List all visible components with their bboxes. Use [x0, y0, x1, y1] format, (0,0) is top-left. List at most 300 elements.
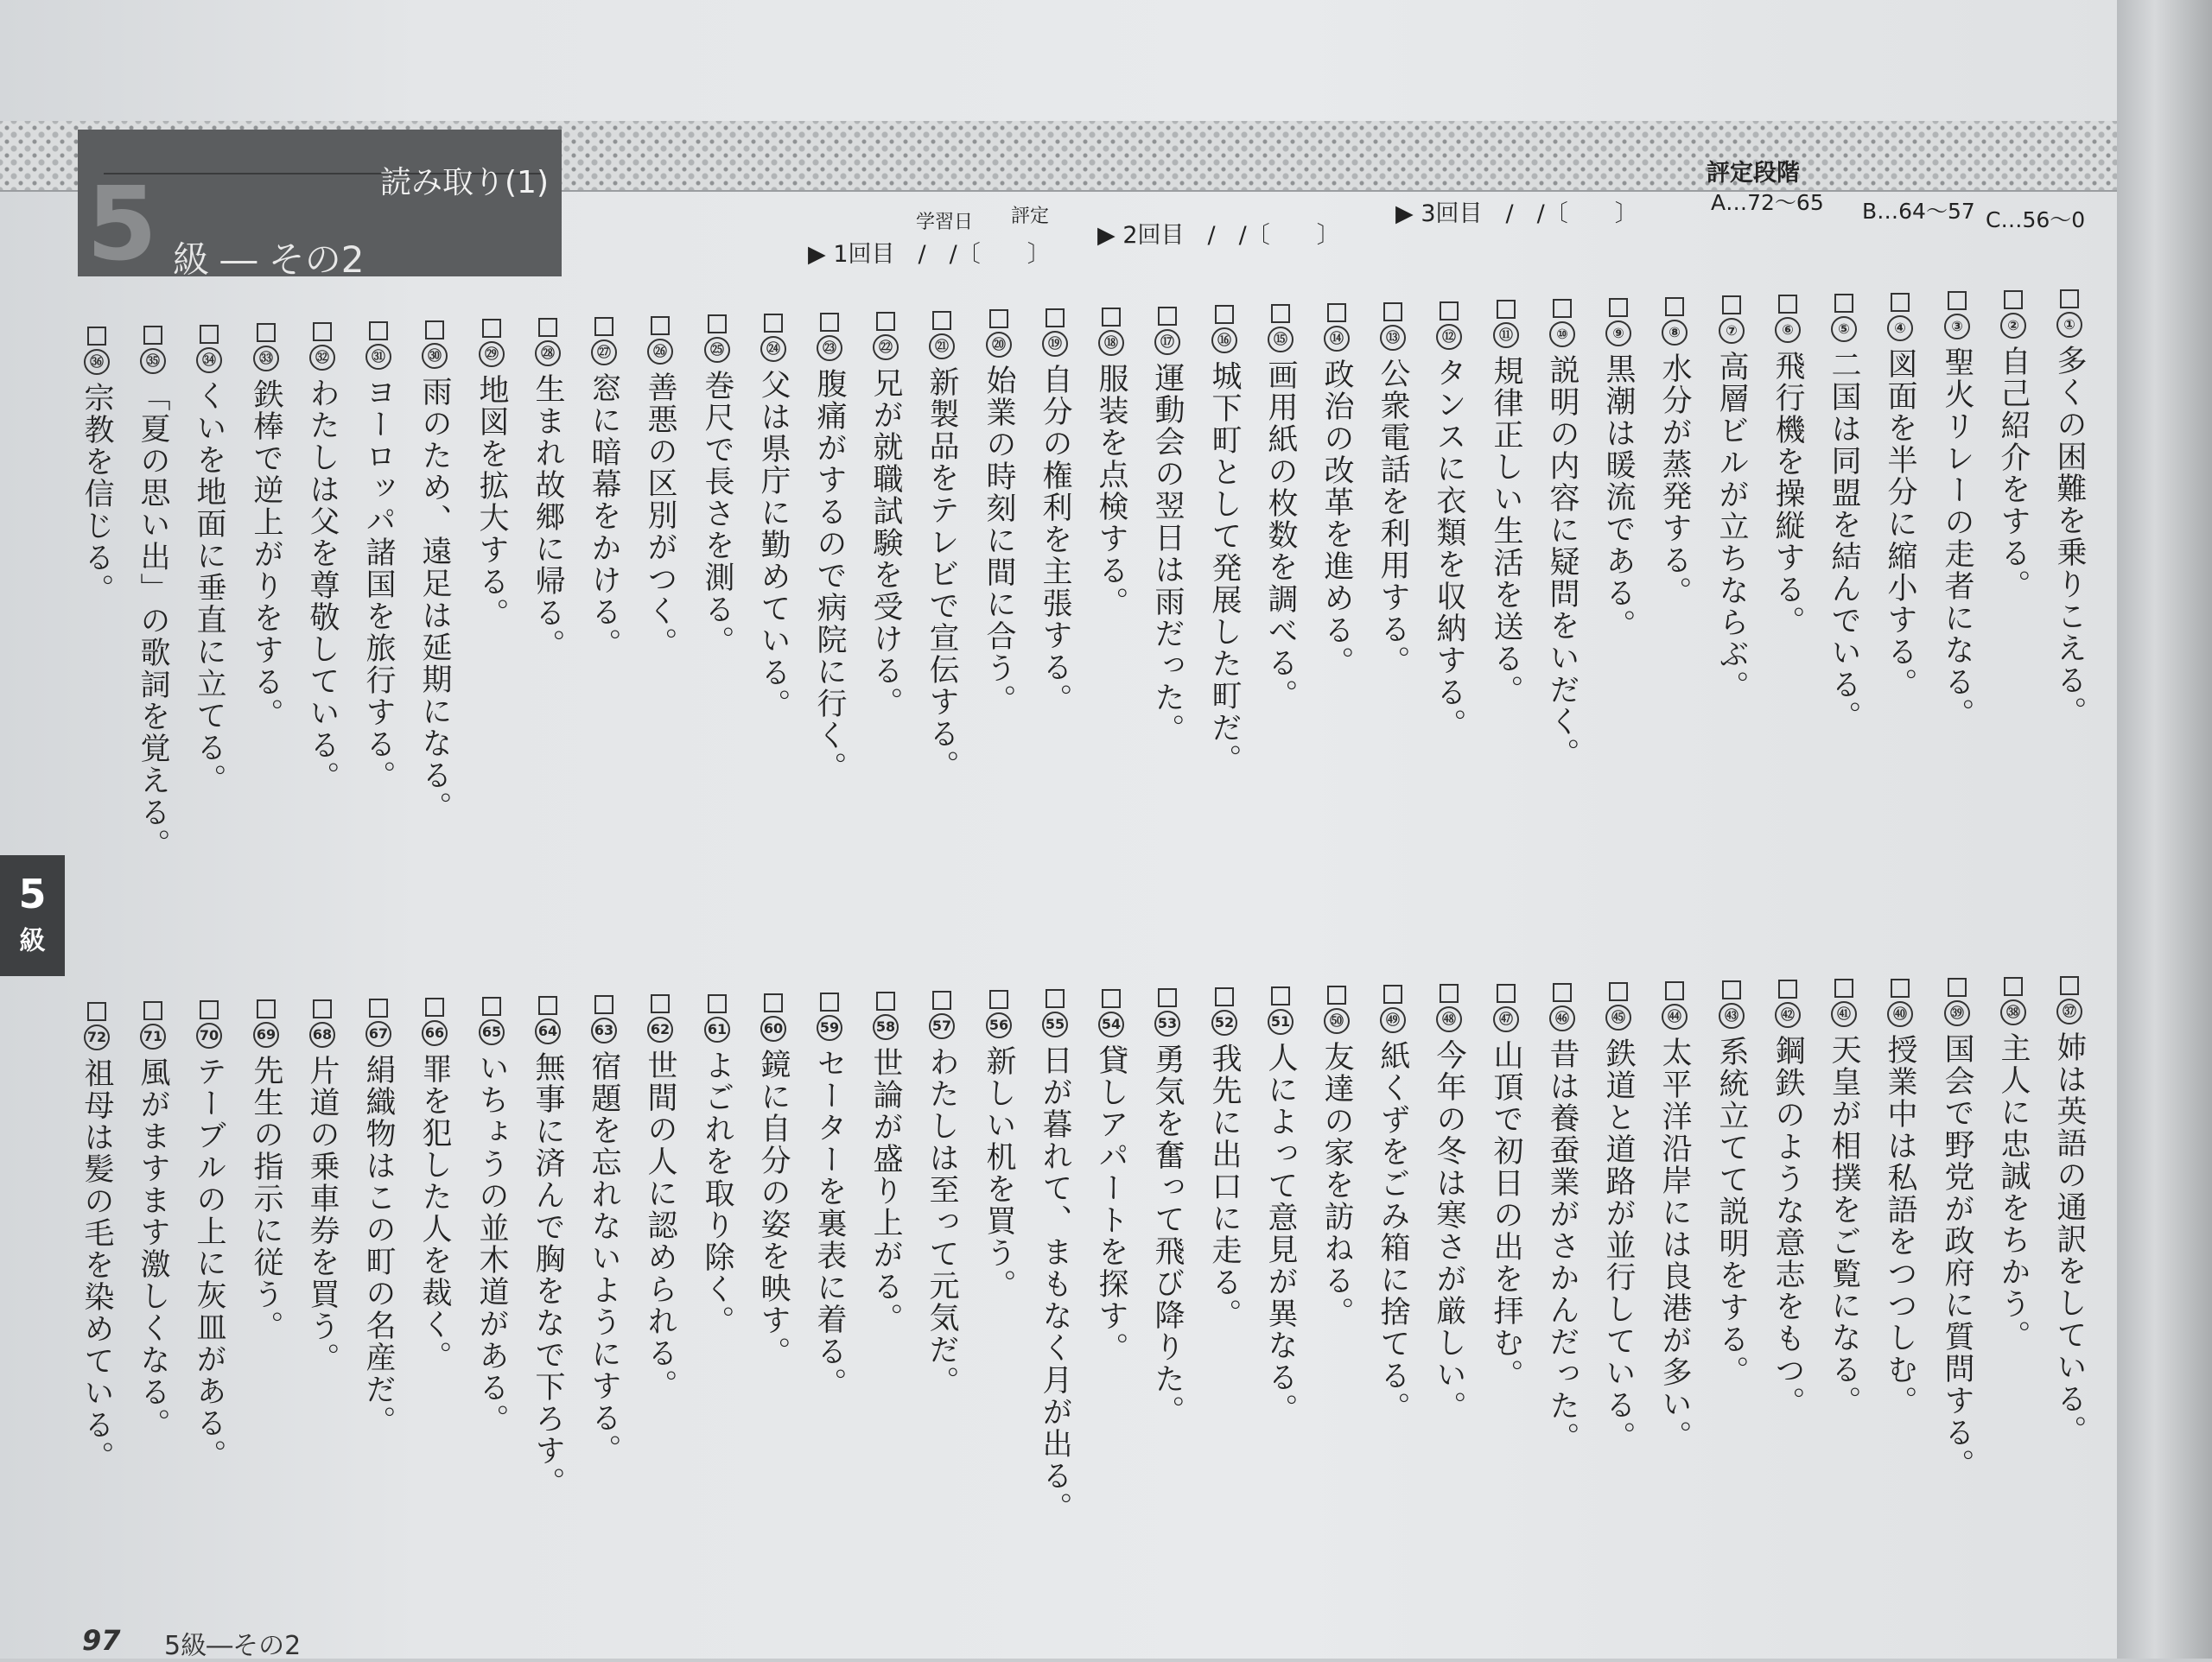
answer-checkbox[interactable] [1046, 308, 1065, 327]
answer-checkbox[interactable] [200, 1000, 219, 1019]
grade-scale-label: 評定段階 [1707, 160, 1800, 187]
question-item [925, 991, 959, 1398]
study-date-label: 学習日 [916, 212, 974, 233]
question-sentence: 我先に出口に走る。 [1207, 1043, 1242, 1330]
question-number: ㉘ [535, 340, 561, 366]
question-item [1489, 300, 1523, 707]
question-number: ㉛ [365, 344, 391, 370]
answer-checkbox[interactable] [257, 999, 276, 1018]
answer-checkbox[interactable] [257, 323, 276, 342]
question-sentence: 自己紹介をする。 [1996, 346, 2031, 601]
question-number: ⑫ [1436, 324, 1462, 350]
question-sentence: 宿題を忘れないようにする。 [587, 1050, 621, 1466]
question-item [474, 997, 509, 1436]
question-number: ㊻ [1549, 1005, 1575, 1031]
question-number: ㊿ [1324, 1008, 1350, 1034]
question-item [868, 992, 903, 1335]
question-item [1038, 308, 1072, 715]
question-number: ④ [1887, 315, 1913, 341]
question-item [1657, 981, 1692, 1452]
question-item [982, 309, 1016, 716]
question-sentence: 規律正しい生活を送る。 [1489, 355, 1523, 707]
question-number: 56 [986, 1012, 1012, 1038]
answer-checkbox[interactable] [651, 994, 670, 1013]
answer-checkbox[interactable] [425, 998, 444, 1017]
question-sentence: 自分の権利を主張する。 [1038, 364, 1072, 715]
question-sentence: 服装を点検する。 [1094, 363, 1128, 618]
answer-checkbox[interactable] [1722, 295, 1741, 314]
answer-checkbox[interactable] [1102, 989, 1121, 1008]
answer-checkbox[interactable] [1215, 305, 1234, 324]
question-item [756, 993, 791, 1368]
page-number: 97 [82, 1624, 121, 1657]
question-sentence: ヨーロッパ諸国を旅行する。 [361, 377, 396, 792]
answer-checkbox[interactable] [651, 316, 670, 335]
question-sentence: くいを地面に垂直に立てる。 [192, 380, 226, 796]
answer-checkbox[interactable] [1609, 298, 1628, 317]
answer-checkbox[interactable] [1778, 295, 1797, 314]
question-number: ㉙ [479, 341, 505, 367]
question-number: ㊱ [84, 349, 110, 375]
answer-checkbox[interactable] [932, 991, 951, 1010]
question-sentence: 新しい机を買う。 [982, 1045, 1016, 1301]
answer-checkbox[interactable] [1891, 293, 1910, 312]
question-number: 68 [309, 1022, 335, 1048]
question-item [812, 993, 847, 1399]
question-number: ㊼ [1493, 1006, 1519, 1032]
question-sentence: 罪を犯した人を裁く。 [417, 1053, 452, 1373]
question-item [1150, 988, 1185, 1427]
question-number: 65 [479, 1019, 505, 1045]
question-sentence: わたしは父を尊敬している。 [305, 377, 340, 793]
question-sentence: 鉄棒で逆上がりをする。 [249, 378, 283, 730]
question-sentence: 昔は養蚕業がさかんだった。 [1545, 1038, 1580, 1454]
answer-checkbox[interactable] [1665, 981, 1684, 1000]
question-sentence: 雨のため、遠足は延期になる。 [417, 376, 452, 823]
question-item [417, 998, 452, 1373]
question-sentence: 二国は同盟を結んでいる。 [1827, 349, 1861, 733]
question-sentence: 飛行機を操縦する。 [1770, 350, 1805, 638]
grade-c: C…56～0 [1986, 207, 2086, 232]
question-number: 55 [1042, 1012, 1068, 1037]
question-sentence: 宗教を信じる。 [79, 382, 114, 606]
question-item [643, 994, 677, 1401]
question-item [1489, 984, 1523, 1391]
question-item [361, 999, 396, 1437]
question-number: ㊹ [1662, 1004, 1688, 1030]
question-item [1376, 302, 1410, 677]
question-number: 51 [1268, 1009, 1294, 1035]
question-sentence: 天皇が相撲をご覧になる。 [1827, 1034, 1861, 1418]
question-sentence: いちょうの並木道がある。 [474, 1052, 509, 1436]
question-sentence: 図面を半分に縮小する。 [1883, 348, 1917, 700]
question-number: ⑧ [1662, 320, 1688, 346]
answer-checkbox[interactable] [764, 993, 783, 1012]
question-number: ㉔ [760, 336, 786, 362]
question-item [1940, 978, 1974, 1481]
answer-checkbox[interactable] [1215, 987, 1234, 1006]
question-item [136, 1001, 170, 1440]
question-sentence: 先生の指示に従う。 [249, 1055, 283, 1342]
question-sentence: よごれを取り除く。 [700, 1050, 734, 1337]
question-number: ㉕ [704, 337, 730, 363]
side-tab-number: 5 [18, 871, 47, 917]
question-item [700, 314, 734, 657]
question-sentence: 生まれ故郷に帰る。 [531, 373, 565, 661]
question-item [1827, 294, 1861, 733]
question-item [1376, 985, 1410, 1424]
question-number: ㉗ [591, 339, 617, 365]
question-item [1319, 303, 1354, 678]
question-number: ㉟ [140, 348, 166, 374]
question-number: 54 [1098, 1012, 1124, 1037]
question-sentence: 世論が盛り上がる。 [868, 1047, 903, 1335]
question-item [136, 326, 170, 860]
question-sentence: 世間の人に認められる。 [643, 1050, 677, 1401]
question-item [192, 1000, 226, 1471]
answer-checkbox[interactable] [932, 311, 951, 330]
answer-checkbox[interactable] [369, 999, 388, 1018]
question-number: ㊷ [1775, 1002, 1801, 1028]
answer-checkbox[interactable] [1440, 301, 1459, 320]
answer-checkbox[interactable] [1665, 297, 1684, 316]
question-item [361, 321, 396, 792]
question-sentence: 巻尺で長さを測る。 [700, 370, 734, 657]
question-sentence: 片道の乗車券を買う。 [305, 1055, 340, 1374]
question-number: ② [2000, 313, 2026, 339]
question-sentence: 今年の冬は寒さが厳しい。 [1432, 1039, 1466, 1423]
answer-checkbox[interactable] [1440, 984, 1459, 1003]
question-sentence: 友達の家を訪ねる。 [1319, 1041, 1354, 1329]
question-sentence: 人によって意見が異なる。 [1263, 1042, 1298, 1425]
answer-checkbox[interactable] [1497, 984, 1516, 1003]
question-number: ㊽ [1436, 1006, 1462, 1032]
answer-checkbox[interactable] [369, 321, 388, 340]
round-3-record[interactable]: ▶ 3回目 / /〔 〕 [1395, 200, 1638, 227]
question-number: ㊳ [2000, 999, 2026, 1025]
question-item [531, 996, 565, 1499]
answer-checkbox[interactable] [425, 320, 444, 339]
question-number: ㉑ [929, 333, 955, 359]
answer-checkbox[interactable] [482, 319, 501, 338]
question-sentence: 国会で野党が政府に質問する。 [1940, 1033, 1974, 1481]
answer-checkbox[interactable] [482, 997, 501, 1016]
question-number: ㊸ [1719, 1003, 1745, 1029]
question-number: ⑥ [1775, 317, 1801, 343]
question-sentence: 太平洋沿岸には良港が多い。 [1657, 1037, 1692, 1452]
question-number: ㉝ [253, 346, 279, 371]
answer-checkbox[interactable] [1046, 989, 1065, 1008]
page-edge [2117, 0, 2212, 1659]
answer-checkbox[interactable] [1271, 304, 1290, 323]
question-sentence: 運動会の翌日は雨だった。 [1150, 362, 1185, 745]
question-sentence: セーターを裏表に着る。 [812, 1048, 847, 1399]
answer-checkbox[interactable] [1497, 300, 1516, 319]
question-sentence: 始業の時刻に間に合う。 [982, 365, 1016, 716]
question-sentence: 貸しアパートを探す。 [1094, 1044, 1128, 1364]
answer-checkbox[interactable] [1383, 302, 1402, 321]
question-item [417, 320, 452, 823]
section-title: 読み取り(1) [380, 165, 549, 200]
answer-checkbox[interactable] [1383, 985, 1402, 1004]
question-number: ㊺ [1605, 1005, 1631, 1031]
level-subtitle: 級 ― その2 [173, 238, 365, 281]
question-sentence: 黒潮は暖流である。 [1601, 353, 1636, 641]
answer-checkbox[interactable] [1948, 291, 1967, 310]
level-side-tab [0, 855, 65, 976]
answer-checkbox[interactable] [1891, 979, 1910, 998]
answer-checkbox[interactable] [820, 313, 839, 332]
question-item [1150, 307, 1185, 745]
answer-checkbox[interactable] [594, 995, 613, 1014]
side-tab-kyu: 級 [19, 926, 46, 956]
question-sentence: 姉は英語の通訳をしている。 [2052, 1031, 2087, 1447]
question-number: 59 [817, 1015, 842, 1041]
answer-checkbox[interactable] [1158, 988, 1177, 1007]
question-sentence: 鉄道と道路が並行している。 [1601, 1037, 1636, 1453]
question-item [925, 311, 959, 782]
question-item [1094, 989, 1128, 1364]
answer-checkbox[interactable] [876, 992, 895, 1011]
question-number: ⑦ [1719, 318, 1745, 344]
question-sentence: 多くの困難を乗りこえる。 [2052, 345, 2087, 728]
answer-checkbox[interactable] [876, 312, 895, 331]
question-item [1883, 293, 1917, 700]
question-item [192, 325, 226, 796]
question-sentence: 日が暮れて、まもなく月が出る。 [1038, 1044, 1072, 1524]
question-item [474, 319, 509, 630]
question-sentence: 鏡に自分の姿を映す。 [756, 1049, 791, 1368]
question-item [79, 327, 114, 606]
question-number: 67 [365, 1021, 391, 1047]
question-item [2052, 289, 2087, 728]
question-sentence: 父は県庁に勤めている。 [756, 369, 791, 720]
grade-a: A…72～65 [1711, 190, 1824, 215]
question-sentence: 無事に済んで胸をなで下ろす。 [531, 1051, 565, 1499]
question-number: ㊾ [1380, 1007, 1406, 1033]
question-sentence: 兄が就職試験を受ける。 [868, 367, 903, 719]
question-number: ㉒ [873, 334, 899, 360]
answer-checkbox[interactable] [1778, 980, 1797, 999]
question-item [1657, 297, 1692, 608]
answer-checkbox[interactable] [313, 999, 332, 1018]
question-sentence: タンスに衣類を収納する。 [1432, 357, 1466, 740]
question-sentence: 新製品をテレビで宣伝する。 [925, 366, 959, 782]
question-number: ⑱ [1098, 330, 1124, 356]
question-sentence: 山頂で初日の出を拝む。 [1489, 1039, 1523, 1391]
question-number: 53 [1154, 1011, 1180, 1037]
question-number: 66 [422, 1020, 448, 1046]
question-number: ⑪ [1493, 322, 1519, 348]
question-item [2052, 976, 2087, 1447]
question-item [1319, 986, 1354, 1329]
question-sentence: 絹織物はこの町の名産だ。 [361, 1054, 396, 1437]
question-number: 61 [704, 1017, 730, 1043]
question-number: ⑰ [1154, 329, 1180, 355]
question-sentence: 画用紙の枚数を調べる。 [1263, 359, 1298, 711]
question-item [1770, 980, 1805, 1418]
question-item [1996, 290, 2031, 601]
question-item [1601, 982, 1636, 1453]
question-item [643, 316, 677, 659]
question-number: ⑭ [1324, 326, 1350, 352]
question-item [1996, 977, 2031, 1352]
question-item [1545, 983, 1580, 1454]
question-sentence: 「夏の思い出」の歌詞を覚える。 [136, 381, 170, 860]
answer-checkbox[interactable] [1609, 982, 1628, 1001]
question-item [249, 323, 283, 730]
question-item [305, 999, 340, 1374]
answer-checkbox[interactable] [143, 326, 162, 345]
answer-checkbox[interactable] [989, 990, 1008, 1009]
round-2-record[interactable]: ▶ 2回目 / /〔 〕 [1097, 222, 1340, 249]
question-number: ⑳ [986, 332, 1012, 358]
rating-label: 評定 [1011, 206, 1050, 227]
question-item [1207, 305, 1242, 776]
answer-checkbox[interactable] [1834, 294, 1853, 313]
question-item [868, 312, 903, 719]
question-item [587, 317, 621, 660]
question-number: ㉚ [422, 343, 448, 369]
question-sentence: 鋼鉄のような意志をもつ。 [1770, 1035, 1805, 1418]
question-number: ① [2056, 312, 2082, 338]
answer-checkbox[interactable] [313, 322, 332, 341]
question-item [1601, 298, 1636, 641]
round-1-record[interactable]: ▶ 1回目 / /〔 〕 [808, 241, 1051, 268]
question-number: ⑨ [1605, 320, 1631, 346]
question-number: ⑤ [1831, 316, 1857, 342]
question-item [1038, 989, 1072, 1524]
answer-checkbox[interactable] [1102, 308, 1121, 327]
answer-checkbox[interactable] [1553, 299, 1572, 318]
question-sentence: 紙くずをごみ箱に捨てる。 [1376, 1040, 1410, 1424]
answer-checkbox[interactable] [708, 314, 727, 333]
answer-checkbox[interactable] [2060, 289, 2079, 308]
grade-b: B…64～57 [1862, 199, 1975, 224]
question-item [1940, 291, 1974, 730]
question-item [1432, 301, 1466, 740]
question-number: 69 [253, 1022, 279, 1048]
question-sentence: 聖火リレーの走者になる。 [1940, 346, 1974, 730]
question-number: 71 [140, 1024, 166, 1050]
answer-checkbox[interactable] [2060, 976, 2079, 995]
answer-checkbox[interactable] [2004, 290, 2023, 309]
question-item [700, 994, 734, 1337]
question-sentence: 風がますます激しくなる。 [136, 1056, 170, 1440]
answer-checkbox[interactable] [1327, 303, 1346, 322]
question-number: 52 [1211, 1010, 1237, 1036]
answer-checkbox[interactable] [764, 314, 783, 333]
answer-checkbox[interactable] [538, 996, 557, 1015]
question-number: ㉞ [196, 347, 222, 373]
question-sentence: 善悪の区別がつく。 [643, 371, 677, 659]
answer-checkbox[interactable] [1271, 986, 1290, 1005]
question-number: ㊵ [1887, 1001, 1913, 1027]
question-number: ⑬ [1380, 325, 1406, 351]
question-sentence: 公衆電話を利用する。 [1376, 358, 1410, 677]
question-sentence: 祖母は髪の毛を染めている。 [79, 1057, 114, 1473]
answer-checkbox[interactable] [87, 1002, 106, 1021]
question-number: ㉓ [817, 335, 842, 361]
answer-checkbox[interactable] [708, 994, 727, 1013]
question-sentence: 高層ビルが立ちならぶ。 [1714, 351, 1749, 702]
footer-title: 5級―その2 [164, 1631, 302, 1661]
answer-checkbox[interactable] [1834, 979, 1853, 998]
question-sentence: テーブルの上に灰皿がある。 [192, 1056, 226, 1471]
question-item [249, 999, 283, 1342]
question-sentence: 政治の改革を進める。 [1319, 358, 1354, 678]
question-item [1432, 984, 1466, 1423]
question-number: ⑮ [1268, 327, 1294, 352]
answer-checkbox[interactable] [200, 325, 219, 344]
question-number: 72 [84, 1024, 110, 1050]
question-number: ③ [1944, 314, 1970, 339]
question-number: ⑲ [1042, 331, 1068, 357]
question-sentence: 説明の内容に疑問をいだく。 [1545, 354, 1580, 770]
question-number: ㊶ [1831, 1001, 1857, 1027]
question-number: ⑯ [1211, 327, 1237, 353]
question-number: 64 [535, 1018, 561, 1044]
answer-checkbox[interactable] [1722, 980, 1741, 999]
answer-checkbox[interactable] [1158, 307, 1177, 326]
question-item [1770, 295, 1805, 638]
question-sentence: 地図を拡大する。 [474, 374, 509, 630]
question-item [1263, 986, 1298, 1425]
level-number: 5 [86, 164, 158, 283]
question-number: 70 [196, 1023, 222, 1049]
question-number: 58 [873, 1014, 899, 1040]
question-number: ㉜ [309, 345, 335, 371]
question-item [1545, 299, 1580, 770]
answer-checkbox[interactable] [1327, 986, 1346, 1005]
question-item [812, 313, 847, 783]
question-sentence: 勇気を奮って飛び降りた。 [1150, 1044, 1185, 1427]
question-item [531, 318, 565, 661]
question-sentence: わたしは至って元気だ。 [925, 1046, 959, 1398]
question-number: ㊲ [2056, 999, 2082, 1024]
question-sentence: 水分が蒸発する。 [1657, 352, 1692, 608]
answer-checkbox[interactable] [143, 1001, 162, 1020]
question-number: ⑩ [1549, 321, 1575, 347]
answer-checkbox[interactable] [2004, 977, 2023, 996]
question-item [305, 322, 340, 793]
question-item [79, 1002, 114, 1473]
question-item [1827, 979, 1861, 1418]
question-number: 57 [929, 1013, 955, 1039]
answer-checkbox[interactable] [989, 309, 1008, 328]
question-item [1207, 987, 1242, 1330]
answer-checkbox[interactable] [594, 317, 613, 336]
answer-checkbox[interactable] [87, 327, 106, 346]
question-item [982, 990, 1016, 1301]
question-sentence: 城下町として発展した町だ。 [1207, 360, 1242, 776]
answer-checkbox[interactable] [1948, 978, 1967, 997]
question-sentence: 系統立てて説明をする。 [1714, 1036, 1749, 1387]
question-item [1094, 308, 1128, 618]
question-item [1714, 980, 1749, 1387]
question-number: ㊴ [1944, 1000, 1970, 1026]
question-sentence: 窓に暗幕をかける。 [587, 372, 621, 660]
answer-checkbox[interactable] [820, 993, 839, 1012]
question-item [756, 314, 791, 720]
question-sentence: 主人に忠誠をちかう。 [1996, 1032, 2031, 1352]
question-number: ㉖ [647, 339, 673, 365]
question-sentence: 腹痛がするので病院に行く。 [812, 368, 847, 783]
question-item [1883, 979, 1917, 1418]
question-item [1263, 304, 1298, 711]
answer-checkbox[interactable] [538, 318, 557, 337]
answer-checkbox[interactable] [1553, 983, 1572, 1002]
